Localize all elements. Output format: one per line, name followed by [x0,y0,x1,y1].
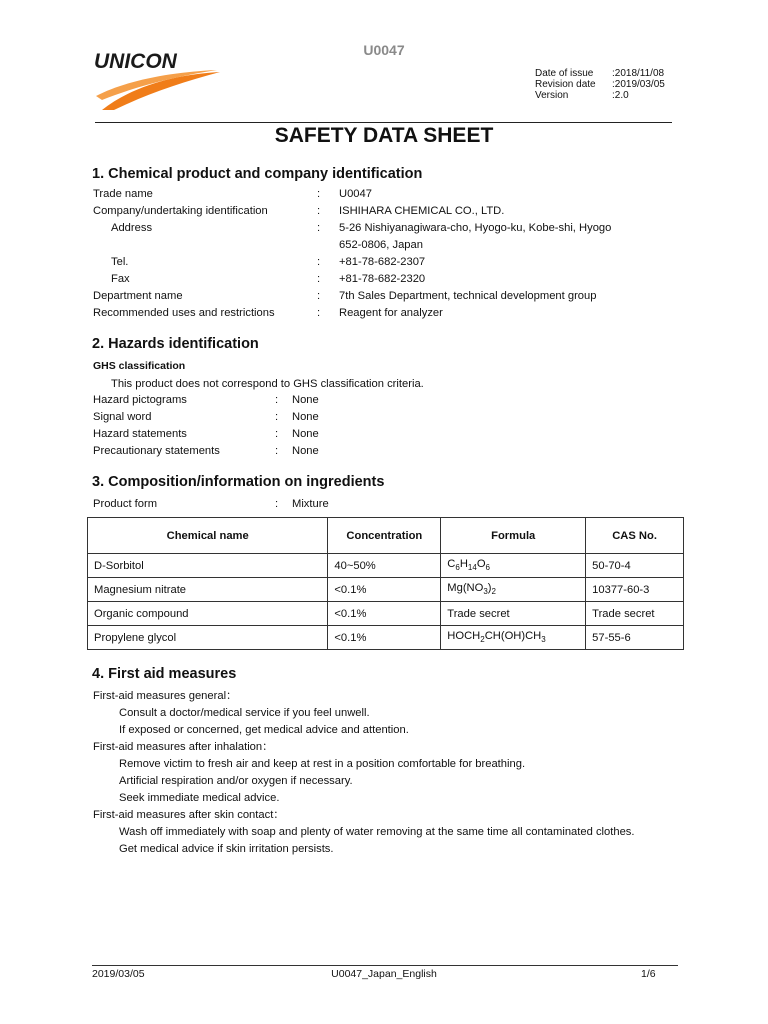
field-row [93,428,493,445]
field-value: 7th Sales Department, technical development group [339,290,597,302]
field-sep: : [275,445,279,457]
footer-document-name: U0047_Japan_English [331,968,437,980]
first-aid-line: Wash off immediately with soap and plenty of water removing at the same time all contaminated clothes. [119,826,635,838]
field-label: Recommended uses and restrictions [93,307,275,319]
field-value: Mixture [292,498,329,510]
first-aid-line: Artificial respiration and/or oxygen if necessary. [119,775,353,787]
column-header: Concentration [328,518,441,554]
field-sep: : [275,411,279,423]
ghs-classification-text: This product does not correspond to GHS classification criteria. [111,378,424,390]
first-aid-heading: First-aid measures after inhalation： [93,741,274,753]
first-aid-line: Remove victim to fresh air and keep at rest in a position comfortable for breathing. [119,758,526,770]
field-row [93,411,493,428]
field-sep: : [275,428,279,440]
field-row [93,498,493,515]
chemical-name-cell: Organic compound [88,602,328,626]
field-value: None [292,394,319,406]
column-header: Formula [441,518,586,554]
table-row [88,554,684,578]
cas-cell: Trade secret [586,602,684,626]
field-value: 5-26 Nishiyanagiwara-cho, Hyogo-ku, Kobe-shi, Hyogo [339,222,612,234]
formula-subscript: 14 [467,563,477,573]
field-sep: : [275,498,279,510]
field-sep: : [317,307,321,319]
field-label: Address [111,222,153,234]
field-row [93,222,693,239]
field-label: Company/undertaking identification [93,205,268,217]
table-row [88,626,684,650]
field-sep: : [317,205,321,217]
field-value: None [292,445,319,457]
first-aid-line: Consult a doctor/medical service if you feel unwell. [119,707,370,719]
field-label: Precautionary statements [93,445,220,457]
section-1-title: 1. Chemical product and company identification [92,166,423,182]
formula-cell: $C_6H_{14}O_6$ [441,554,586,578]
section-3-title: 3. Composition/information on ingredients [92,474,385,490]
field-label: Signal word [93,411,152,423]
footer-divider [92,965,678,966]
concentration-cell: <0.1% [328,602,441,626]
field-label: Department name [93,290,183,302]
column-header: Chemical name [88,518,328,554]
meta-label: Date of issue [535,68,594,79]
table-row [88,602,684,626]
section-2-title: 2. Hazards identification [92,336,259,352]
field-row [93,394,493,411]
formula-subscript: 6 [485,563,490,573]
field-row [93,290,693,307]
meta-value: :2018/11/08 [612,68,665,79]
section-1-fields [93,188,693,324]
footer-date: 2019/03/05 [92,968,145,980]
formula-cell: $Mg(NO_3)_2$ [441,578,586,602]
formula-cell: $HOCH_2CH(OH)CH_3$ [441,626,586,650]
concentration-cell: 40~50% [328,554,441,578]
document-meta [535,68,665,101]
field-row [93,205,693,222]
field-row [93,273,693,290]
first-aid-text [93,689,635,859]
field-label: Trade name [93,188,153,200]
field-value: Reagent for analyzer [339,307,443,319]
formula-subscript: 3 [483,587,488,597]
field-sep: : [317,273,321,285]
formula-subscript: 3 [541,635,546,645]
product-form-field [93,498,493,515]
field-row [93,256,693,273]
field-label: Product form [93,498,158,510]
meta-row-revision-date [535,79,665,90]
field-sep: : [317,222,321,234]
first-aid-heading: First-aid measures general： [93,690,238,702]
field-label: Hazard statements [93,428,187,440]
first-aid-heading: First-aid measures after skin contact： [93,809,285,821]
cas-cell: 57-55-6 [586,626,684,650]
section-2-fields [93,394,493,462]
concentration-cell: <0.1% [328,578,441,602]
logo-wordmark: UNICON [94,50,177,73]
field-value: +81-78-682-2320 [339,273,426,285]
field-label: Fax [111,273,130,285]
meta-value: :2.0 [612,90,629,101]
document-code: U0047 [363,42,405,58]
meta-row-version [535,90,665,101]
first-aid-line: Seek immediate medical advice. [119,792,280,804]
field-value: 652-0806, Japan [339,239,423,251]
page-title: SAFETY DATA SHEET [274,124,494,147]
meta-value: :2019/03/05 [612,79,665,90]
field-row [93,445,493,462]
field-label: Tel. [111,256,129,268]
chemical-name-cell: D-Sorbitol [88,554,328,578]
first-aid-line: Get medical advice if skin irritation persists. [119,843,334,855]
field-row [93,307,693,324]
field-sep: : [275,394,279,406]
field-row [93,239,693,256]
formula-cell: Trade secret [441,602,586,626]
chemical-name-cell: Propylene glycol [88,626,328,650]
field-row [93,188,693,205]
field-label: Hazard pictograms [93,394,187,406]
field-value: ISHIHARA CHEMICAL CO., LTD. [339,205,505,217]
first-aid-line: If exposed or concerned, get medical advice and attention. [119,724,409,736]
meta-row-issue-date [535,68,665,79]
field-value: U0047 [339,188,372,200]
formula-subscript: 2 [480,635,485,645]
field-value: None [292,428,319,440]
formula-subscript: 2 [491,587,496,597]
composition-table [87,517,684,650]
column-header: CAS No. [586,518,684,554]
chemical-name-cell: Magnesium nitrate [88,578,328,602]
field-sep: : [317,256,321,268]
cas-cell: 10377-60-3 [586,578,684,602]
field-sep: : [317,188,321,200]
meta-label: Version [535,90,569,101]
field-value: None [292,411,319,423]
table-header-row [88,518,684,554]
footer-page-number: 1/6 [641,968,656,980]
formula-subscript: 6 [455,563,460,573]
concentration-cell: <0.1% [328,626,441,650]
table-row [88,578,684,602]
field-value: +81-78-682-2307 [339,256,426,268]
field-sep: : [317,290,321,302]
meta-label: Revision date [535,79,596,90]
ghs-classification-title: GHS classification [93,360,186,372]
cas-cell: 50-70-4 [586,554,684,578]
section-4-title: 4. First aid measures [92,666,237,682]
header-divider [95,122,672,123]
